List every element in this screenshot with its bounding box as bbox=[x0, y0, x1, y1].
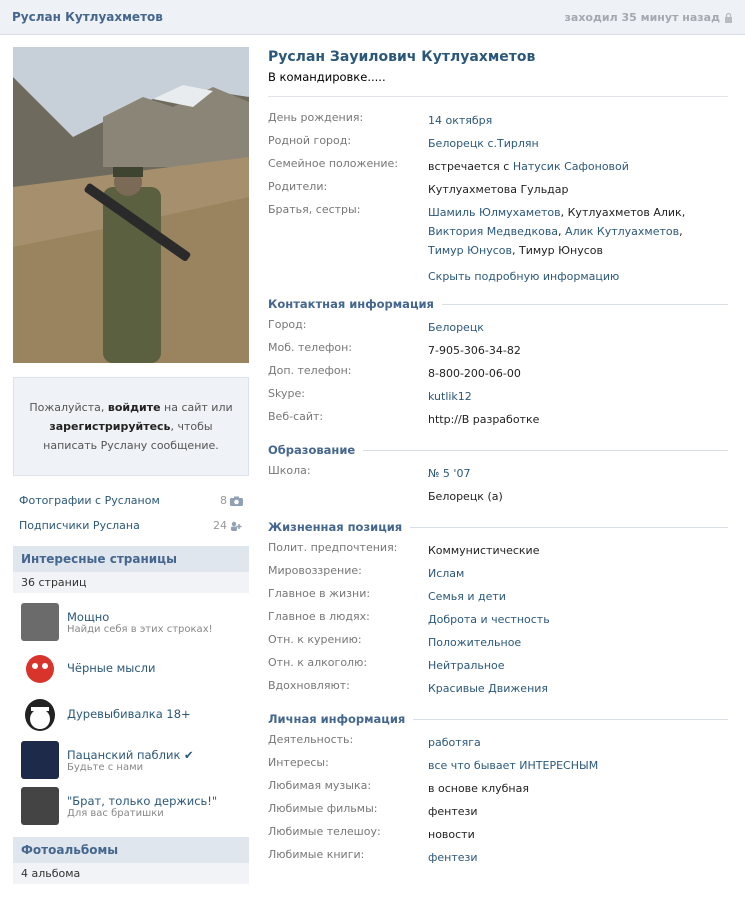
info-label: Интересы: bbox=[268, 756, 329, 769]
info-value-link[interactable]: Семья и дети bbox=[428, 590, 506, 603]
info-label: Полит. предпочтения: bbox=[268, 541, 398, 554]
interesting-pages-count: 36 страниц bbox=[13, 572, 249, 593]
page-avatar bbox=[21, 741, 59, 779]
info-row bbox=[268, 314, 728, 337]
info-label: Родители: bbox=[268, 180, 328, 193]
sibling-text: Кутлуахметов Алик bbox=[567, 206, 682, 219]
info-row bbox=[268, 629, 728, 652]
photos-with-label: Фотографии с Русланом bbox=[19, 494, 160, 507]
info-value: фентези bbox=[428, 805, 478, 818]
info-label: Любимые книги: bbox=[268, 848, 365, 861]
info-value-link[interactable]: Белорецк bbox=[428, 321, 484, 334]
status-text: В командировке..... bbox=[268, 70, 728, 97]
info-value-link[interactable]: работяга bbox=[428, 736, 481, 749]
page-avatar bbox=[21, 787, 59, 825]
info-row bbox=[268, 775, 728, 798]
siblings-list: Шамиль Юлмухаметов, Кутлуахметов Алик, Виктория Медведкова, Алик Кутлуахметов, Тимур Юнусов, Тимур Юнусов bbox=[428, 206, 686, 257]
interesting-pages-list bbox=[13, 593, 249, 829]
message-text-mid: на сайт или bbox=[160, 401, 233, 414]
info-value-link[interactable]: все что бывает ИНТЕРЕСНЫМ bbox=[428, 759, 599, 772]
profile-sections bbox=[268, 297, 728, 867]
list-item[interactable] bbox=[21, 599, 249, 645]
info-row bbox=[268, 176, 728, 199]
info-row bbox=[268, 798, 728, 821]
info-row bbox=[268, 406, 728, 429]
page-desc: Найди себя в этих строках! bbox=[67, 623, 213, 635]
followers-label: Подписчики Руслана bbox=[19, 519, 140, 532]
info-label: Город: bbox=[268, 318, 307, 331]
info-label: Вдохновляют: bbox=[268, 679, 350, 692]
info-row bbox=[268, 199, 728, 260]
info-label: Любимая музыка: bbox=[268, 779, 372, 792]
left-column bbox=[13, 47, 249, 884]
users-icon bbox=[230, 521, 243, 531]
albums-count: 4 альбома bbox=[13, 863, 249, 884]
section-header bbox=[268, 520, 728, 534]
info-row bbox=[268, 821, 728, 844]
divider bbox=[442, 304, 728, 305]
list-item[interactable] bbox=[21, 691, 249, 737]
info-label: Школа: bbox=[268, 464, 311, 477]
info-row bbox=[268, 729, 728, 752]
info-label: Доп. телефон: bbox=[268, 364, 352, 377]
basic-info bbox=[268, 107, 728, 283]
section-header bbox=[268, 297, 728, 311]
info-label: Деятельность: bbox=[268, 733, 354, 746]
profile-header bbox=[0, 0, 745, 35]
page-title: Руслан Зауилович Кутлуахметов bbox=[268, 49, 536, 65]
info-row bbox=[268, 606, 728, 629]
info-value: Коммунистические bbox=[428, 544, 540, 557]
info-row bbox=[268, 560, 728, 583]
info-label: Skype: bbox=[268, 387, 305, 400]
info-label: Братья, сестры: bbox=[268, 203, 361, 216]
info-row bbox=[268, 107, 728, 130]
info-value bbox=[428, 153, 728, 176]
profile-photo[interactable] bbox=[13, 47, 249, 363]
info-label: Отн. к алкоголю: bbox=[268, 656, 368, 669]
section-header bbox=[268, 712, 728, 726]
info-label: Веб-сайт: bbox=[268, 410, 324, 423]
section-title: Образование bbox=[268, 443, 356, 457]
divider bbox=[410, 527, 728, 528]
page-name: Мощно bbox=[67, 609, 110, 624]
info-value: 8-800-200-06-00 bbox=[428, 367, 521, 380]
info-value: новости bbox=[428, 828, 475, 841]
sibling-link[interactable]: Тимур Юнусов bbox=[428, 244, 512, 257]
page-desc: Для вас братишки bbox=[67, 807, 164, 819]
info-label: Отн. к курению: bbox=[268, 633, 362, 646]
interesting-pages-header[interactable]: Интересные страницы bbox=[13, 546, 249, 572]
section-title: Личная информация bbox=[268, 712, 406, 726]
info-value-link[interactable]: kutlik12 bbox=[428, 390, 472, 403]
page-name: "Брат, только держись!" bbox=[67, 793, 218, 808]
info-value: в основе клубная bbox=[428, 782, 529, 795]
message-prompt bbox=[13, 377, 249, 476]
photos-count-value: 8 bbox=[220, 494, 227, 507]
info-label: Моб. телефон: bbox=[268, 341, 353, 354]
info-value-link[interactable]: фентези bbox=[428, 851, 478, 864]
photos-with-count bbox=[220, 494, 243, 507]
login-link[interactable]: войдите bbox=[107, 401, 161, 414]
section-header bbox=[268, 443, 728, 457]
page-name: Чёрные мысли bbox=[67, 661, 156, 675]
section-title: Жизненная позиция bbox=[268, 520, 403, 534]
camera-icon bbox=[230, 496, 243, 506]
last-seen bbox=[565, 11, 733, 24]
page-name: Дуревыбивалка 18+ bbox=[67, 707, 191, 721]
followers-link[interactable] bbox=[13, 513, 249, 538]
header-name[interactable]: Руслан Кутлуахметов bbox=[12, 10, 163, 24]
photos-with-link[interactable] bbox=[13, 488, 249, 513]
info-row bbox=[268, 483, 728, 506]
sibling-link[interactable]: Виктория Медведкова bbox=[428, 225, 559, 238]
info-label: Родной город: bbox=[268, 134, 352, 147]
info-row bbox=[268, 460, 728, 483]
message-text-post: , чтобы написать Руслану сообщение. bbox=[43, 420, 219, 452]
info-label: Главное в жизни: bbox=[268, 587, 371, 600]
info-value-link[interactable]: Красивые Движения bbox=[428, 682, 549, 695]
info-value: Кутлуахметова Гульдар bbox=[428, 183, 569, 196]
info-value-link[interactable]: 14 октября bbox=[428, 114, 493, 127]
message-text-pre: Пожалуйста, bbox=[29, 401, 108, 414]
info-row bbox=[268, 130, 728, 153]
followers-count bbox=[213, 519, 243, 532]
info-value-link[interactable]: Положительное bbox=[428, 636, 522, 649]
list-item[interactable] bbox=[21, 737, 249, 783]
info-value-link[interactable]: № 5 '07 bbox=[428, 467, 471, 480]
hide-details-link[interactable]: Скрыть подробную информацию bbox=[428, 270, 620, 283]
info-row bbox=[268, 337, 728, 360]
list-item[interactable] bbox=[21, 645, 249, 691]
info-row bbox=[268, 537, 728, 560]
info-value: 7-905-306-34-82 bbox=[428, 344, 521, 357]
profile-photo-image bbox=[13, 47, 249, 363]
page-avatar bbox=[21, 695, 59, 733]
albums-header[interactable]: Фотоальбомы bbox=[13, 837, 249, 863]
info-row bbox=[268, 752, 728, 775]
page-avatar bbox=[21, 649, 59, 687]
relationship-prefix: встречается с bbox=[428, 160, 513, 173]
section-title: Контактная информация bbox=[268, 297, 434, 311]
divider bbox=[413, 719, 728, 720]
lock-icon bbox=[724, 12, 733, 23]
info-value: http://В разработке bbox=[428, 413, 540, 426]
info-value-link[interactable]: Нейтральное bbox=[428, 659, 505, 672]
info-row bbox=[268, 360, 728, 383]
info-row bbox=[268, 583, 728, 606]
page-desc: Будьте с нами bbox=[67, 761, 144, 773]
info-value-link[interactable]: Белорецк с.Тирлян bbox=[428, 137, 539, 150]
info-label: Любимые телешоу: bbox=[268, 825, 381, 838]
last-seen-text: заходил 35 минут назад bbox=[564, 10, 720, 24]
register-link[interactable]: зарегистрируйтесь bbox=[49, 420, 171, 433]
info-value: Белорецк (а) bbox=[428, 490, 503, 503]
info-label: Любимые фильмы: bbox=[268, 802, 378, 815]
info-row bbox=[268, 652, 728, 675]
info-row bbox=[268, 675, 728, 698]
followers-count-value: 24 bbox=[213, 519, 227, 532]
left-links bbox=[13, 488, 249, 538]
list-item[interactable] bbox=[21, 783, 249, 829]
info-row bbox=[268, 844, 728, 867]
info-value-link[interactable]: Доброта и честность bbox=[428, 613, 550, 626]
info-label: Главное в людях: bbox=[268, 610, 370, 623]
right-column bbox=[268, 47, 728, 884]
info-label bbox=[268, 483, 428, 506]
info-label: Семейное положение: bbox=[268, 157, 399, 170]
sibling-link[interactable]: Шамиль Юлмухаметов bbox=[428, 206, 561, 219]
sibling-link[interactable]: Алик Кутлуахметов bbox=[565, 225, 680, 238]
info-row bbox=[268, 383, 728, 406]
info-row bbox=[268, 153, 728, 176]
info-label: День рождения: bbox=[268, 111, 364, 124]
sibling-text: Тимур Юнусов bbox=[519, 244, 603, 257]
divider bbox=[363, 450, 728, 451]
info-label: Мировоззрение: bbox=[268, 564, 362, 577]
info-value-link[interactable]: Ислам bbox=[428, 567, 465, 580]
partner-link[interactable]: Натусик Сафоновой bbox=[512, 160, 629, 173]
page-avatar bbox=[21, 603, 59, 641]
page-name: Пацанский паблик ✔ bbox=[67, 747, 194, 762]
